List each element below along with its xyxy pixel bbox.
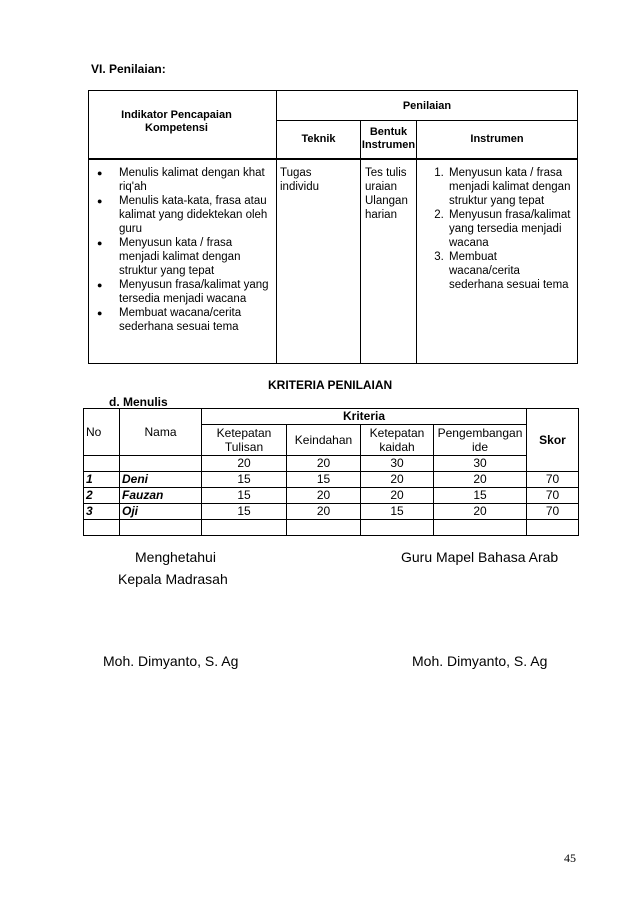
sign-right-name: Moh. Dimyanto, S. Ag bbox=[412, 653, 548, 669]
max-score: 30 bbox=[361, 456, 434, 472]
max-score: 20 bbox=[287, 456, 361, 472]
empty-cell bbox=[84, 456, 120, 472]
criteria-title: KRITERIA PENILAIAN bbox=[268, 378, 393, 392]
row-total: 70 bbox=[527, 488, 579, 504]
sign-left-name: Moh. Dimyanto, S. Ag bbox=[103, 653, 239, 669]
row-score: 15 bbox=[202, 488, 287, 504]
assessment-table bbox=[88, 90, 578, 364]
row-name: Fauzan bbox=[120, 488, 202, 504]
criteria-subtitle: d. Menulis bbox=[109, 395, 168, 409]
max-score: 20 bbox=[202, 456, 287, 472]
header-indicator: Indikator Pencapaian Kompetensi bbox=[121, 109, 232, 134]
row-score: 20 bbox=[287, 504, 361, 520]
row-score: 15 bbox=[202, 472, 287, 488]
row-score: 20 bbox=[287, 488, 361, 504]
table-row bbox=[84, 488, 579, 504]
instrument-item: 2. Menyusun frasa/kalimat yang tersedia menjadi wacana bbox=[447, 208, 571, 250]
header-no: No bbox=[86, 424, 102, 439]
form-cell: Tes tulis uraian Ulangan harian bbox=[365, 166, 408, 221]
header-instrument: Instrumen bbox=[470, 133, 524, 146]
empty-cell bbox=[120, 456, 202, 472]
table-row bbox=[84, 472, 579, 488]
technique-cell: Tugas individu bbox=[280, 166, 319, 193]
row-total: 70 bbox=[527, 472, 579, 488]
row-score: 20 bbox=[361, 488, 434, 504]
row-no: 1 bbox=[84, 472, 120, 488]
indicator-item: ● Menulis kalimat dengan khat riq'ah bbox=[119, 166, 270, 194]
indicator-item: ● Menyusun kata / frasa menjadi kalimat dengan struktur yang tepat bbox=[119, 236, 270, 278]
row-score: 20 bbox=[434, 504, 527, 520]
score-table bbox=[83, 408, 579, 536]
header-technique: Teknik bbox=[301, 133, 336, 146]
row-score: 15 bbox=[287, 472, 361, 488]
header-form: Bentuk Instrumen bbox=[361, 126, 416, 152]
instrument-item: 3. Membuat wacana/cerita sederhana sesuai tema bbox=[447, 250, 571, 292]
indicator-item: ● Membuat wacana/cerita sederhana sesuai tema bbox=[119, 306, 270, 334]
row-name: Deni bbox=[120, 472, 202, 488]
header-score: Skor bbox=[539, 432, 566, 447]
header-name: Nama bbox=[144, 424, 177, 439]
row-score: 20 bbox=[361, 472, 434, 488]
sign-left-line1: Menghetahui bbox=[135, 549, 216, 565]
header-criteria: Kriteria bbox=[342, 409, 386, 423]
criteria-rules: Ketepatan kaidah bbox=[369, 426, 425, 454]
section-title: VI. Penilaian: bbox=[91, 62, 166, 76]
indicator-item: ● Menulis kata-kata, frasa atau kalimat yang didektekan oleh guru bbox=[119, 194, 270, 236]
instrument-item: 1. Menyusun kata / frasa menjadi kalimat dengan struktur yang tepat bbox=[447, 166, 571, 208]
page-number: 45 bbox=[564, 851, 576, 865]
row-score: 15 bbox=[202, 504, 287, 520]
table-row-empty bbox=[84, 520, 579, 536]
row-name: Oji bbox=[120, 504, 202, 520]
row-score: 20 bbox=[434, 472, 527, 488]
criteria-beauty: Keindahan bbox=[294, 432, 353, 447]
row-no: 3 bbox=[84, 504, 120, 520]
criteria-idea: Pengembangan ide bbox=[437, 426, 523, 454]
instrument-list bbox=[417, 166, 571, 292]
sign-left-line2: Kepala Madrasah bbox=[118, 571, 228, 587]
header-assessment: Penilaian bbox=[402, 100, 452, 112]
indicator-item: ● Menyusun frasa/kalimat yang tersedia menjadi wacana bbox=[119, 278, 270, 306]
row-score: 15 bbox=[361, 504, 434, 520]
indicator-list bbox=[89, 166, 276, 334]
row-score: 15 bbox=[434, 488, 527, 504]
row-no: 2 bbox=[84, 488, 120, 504]
criteria-accuracy: Ketepatan Tulisan bbox=[216, 426, 272, 454]
table-row bbox=[84, 504, 579, 520]
max-score: 30 bbox=[434, 456, 527, 472]
row-total: 70 bbox=[527, 504, 579, 520]
sign-right-line1: Guru Mapel Bahasa Arab bbox=[401, 549, 559, 565]
